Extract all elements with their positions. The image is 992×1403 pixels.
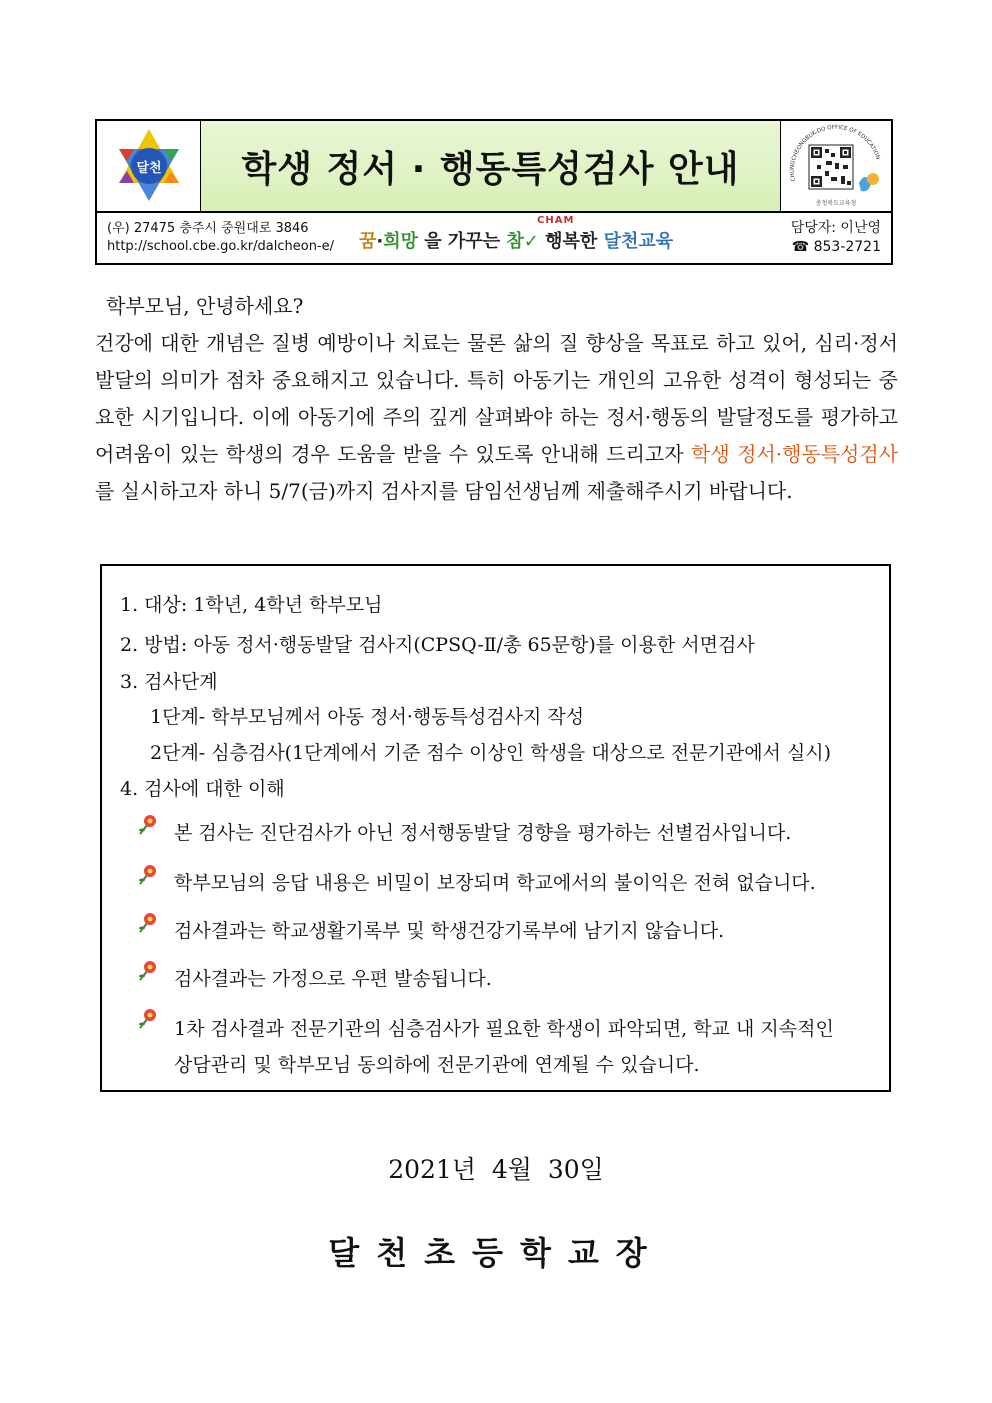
flower-bullet-icon [134, 1006, 160, 1032]
svg-text:충청북도교육청: 충청북도교육청 [815, 200, 857, 207]
bullet-item: 본 검사는 진단검사가 아닌 정서행동발달 경향을 평가하는 선별검사입니다. [174, 822, 792, 844]
school-principal-signature: 달천초등학교장 [328, 1234, 664, 1272]
letterhead [95, 119, 893, 265]
item-steps: 3. 검사단계 [120, 671, 218, 693]
document-date: 2021년 4월 30일 [388, 1155, 604, 1184]
school-slogan: 꿈·희망 을 가꾸는 참✓ 행복한 달천교육 [359, 231, 674, 252]
bullet-item: 검사결과는 학교생활기록부 및 학생건강기록부에 남기지 않습니다. [174, 920, 725, 942]
item-understanding: 4. 검사에 대한 이해 [120, 778, 285, 800]
info-row [97, 213, 891, 263]
bullet-item: 1차 검사결과 전문기관의 심층검사가 필요한 학생이 파악되면, 학교 내 지속적인 [174, 1018, 834, 1040]
page-title: 학생 정서 · 행동특성검사 안내 [241, 148, 740, 190]
flower-bullet-icon [134, 910, 160, 936]
flower-bullet-icon [134, 958, 160, 984]
school-logo-cell [97, 121, 201, 211]
title-cell [201, 121, 781, 211]
flower-bullet-icon [134, 812, 160, 838]
qr-logo-cell [781, 121, 891, 211]
svg-text:CHUNGCHEONGBUK-DO OFFICE OF ED: CHUNGCHEONGBUK-DO OFFICE OF EDUCATION [789, 124, 881, 182]
qr-code-icon [781, 121, 891, 211]
phone-number: ☎ 853-2721 [791, 239, 881, 255]
greeting: 학부모님, 안녕하세요? [106, 294, 304, 318]
item-target: 1. 대상: 1학년, 4학년 학부모님 [120, 594, 383, 616]
address-text: (우) 27475 충주시 중원대로 3846 [107, 221, 309, 236]
step-2: 2단계- 심층검사(1단계에서 기준 점수 이상인 학생을 대상으로 전문기관에서 실시) [150, 742, 832, 764]
item-method: 2. 방법: 아동 정서·행동발달 검사지(CPSQ-Ⅱ/총 65문항)를 이용한 서면검사 [120, 634, 755, 656]
school-logo [97, 121, 201, 211]
title-row [97, 121, 891, 213]
cham-label: CHAM [537, 215, 575, 226]
bullet-item-continuation: 상담관리 및 학부모님 동의하에 전문기관에 연계될 수 있습니다. [174, 1054, 700, 1076]
bullet-item: 검사결과는 가정으로 우편 발송됩니다. [174, 968, 492, 990]
body-paragraph: 건강에 대한 개념은 질병 예방이나 치료는 물론 삶의 질 향상을 목표로 하고 있어, 심리·정서 발달의 의미가 점차 중요해지고 있습니다. 특히 아동기는 개인의 고유한 성격이 형성되는 중요한 시기입니다. 이에 아동기에 주의 깊게 살펴봐야 하는 정서·행동의 발달정도를 평가하고 어려움이 있는 학생의 경우 도움을 받을 수 있도록 안내해 드리고자 학생 정서·행동특성검사를 실시하고자 하니 5/7(금)까지 검사지를 담임선생님께 제출해주시기 바랍니다. [95, 331, 898, 503]
flower-bullet-icon [134, 862, 160, 888]
school-url-link[interactable]: http://school.cbe.go.kr/dalcheon-e/ [107, 239, 335, 254]
info-box [100, 564, 891, 1092]
step-1: 1단계- 학부모님께서 아동 정서·행동특성검사지 작성 [150, 706, 585, 728]
svg-text:달천: 달천 [136, 161, 162, 176]
highlight-survey-name: 학생 정서·행동특성검사 [691, 442, 898, 466]
bullet-item: 학부모님의 응답 내용은 비밀이 보장되며 학교에서의 불이익은 전혀 없습니다. [174, 872, 816, 894]
contact-person: 담당자: 이난영 [790, 220, 881, 236]
checkmark-icon: ✓ [523, 231, 539, 252]
